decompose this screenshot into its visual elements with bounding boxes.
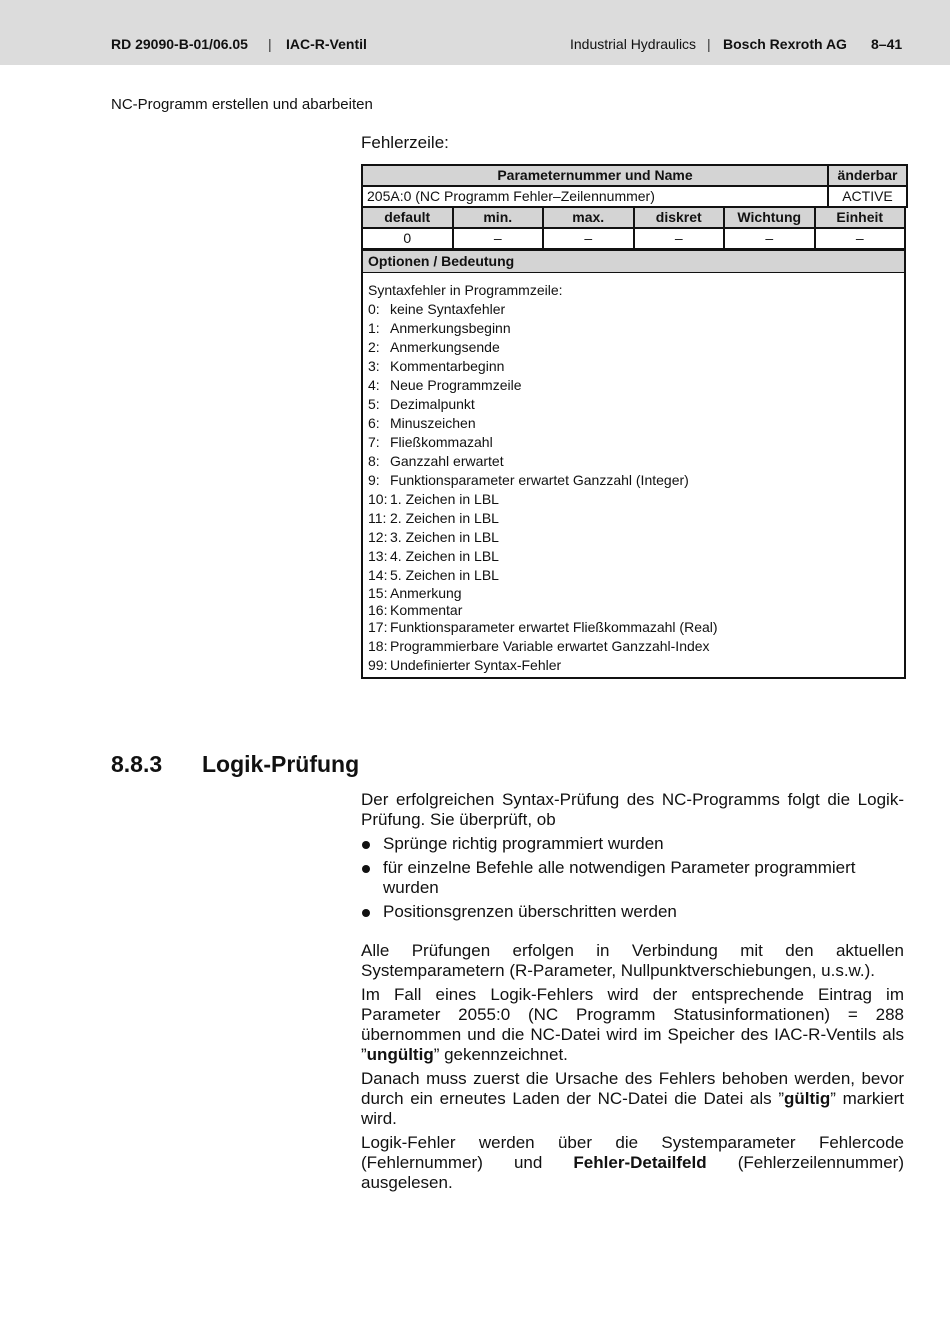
option-item [368,414,899,433]
option-text: Fließkommazahl [390,434,493,450]
option-item [368,602,899,619]
company-name: Bosch Rexroth AG [723,36,847,52]
option-item [368,433,899,452]
text-span: ” markiert wird. [361,1089,904,1128]
product-name: IAC-R-Ventil [286,36,367,52]
value-unit: – [815,228,906,249]
paragraph-readout [361,1133,904,1193]
col-header-discrete: diskret [634,207,725,228]
option-text: keine Syntaxfehler [390,301,506,317]
parameter-name-table [361,164,908,208]
option-item [368,490,899,509]
option-code: 11: [368,510,387,526]
option-item [368,357,899,376]
option-text: Minuszeichen [390,415,476,431]
param-name: 205A:0 (NC Programm Fehler–Zeilennummer) [362,186,828,207]
text-span: Im Fall eines Logik-Fehlers wird der entsprechende Eintrag im Parameter 2055:0 (NC Programm Statusinformationen) = 288 übernommen und die NC-Datei wird im Speicher des IAC-R-Ventils als ” [361,985,904,1064]
option-code: 10: [368,491,388,507]
col-header-weight: Wichtung [724,207,815,228]
param-changeable: ACTIVE [828,186,907,207]
option-text: 4. Zeichen in LBL [390,548,499,564]
option-text: 2. Zeichen in LBL [390,510,499,526]
option-text: Neue Programmzeile [390,377,522,393]
col-header-min: min. [453,207,544,228]
option-text: Anmerkungsende [390,339,500,355]
options-header: Optionen / Bedeutung [363,251,904,273]
text-span: Danach muss zuerst die Ursache des Fehlers behoben werden, bevor durch ein erneutes Laden der NC-Datei die Datei als ” [361,1069,904,1108]
doc-id: RD 29090-B-01/06.05 [111,36,248,52]
col-header-default: default [362,207,453,228]
option-code: 12: [368,529,388,545]
option-code: 13: [368,548,388,564]
option-code: 4: [368,377,380,393]
option-text: Programmierbare Variable erwartet Ganzzahl-Index [390,638,710,654]
option-text: 1. Zeichen in LBL [390,491,499,507]
option-code: 99: [368,657,388,673]
option-text: Dezimalpunkt [390,396,475,412]
col-header-param-name: Parameternummer und Name [362,165,828,186]
option-code: 0: [368,301,380,317]
division-name: Industrial Hydraulics [570,36,697,52]
page-header [0,0,950,65]
option-text: Anmerkungsbeginn [390,320,511,336]
list-item: Positionsgrenzen überschritten werden [361,902,904,922]
option-code: 3: [368,358,380,374]
paragraph-fix [361,1069,904,1129]
list-item: für einzelne Befehle alle notwendigen Parameter programmiert wurden [361,858,904,898]
option-text: Funktionsparameter erwartet Fließkommazahl (Real) [390,619,718,635]
option-item [368,528,899,547]
page-number: 8–41 [871,36,903,52]
header-separator: | [268,36,272,52]
option-item [368,376,899,395]
option-item [368,395,899,414]
option-item [368,566,899,585]
col-header-changeable: änderbar [828,165,907,186]
option-code: 6: [368,415,380,431]
bold-term: ungültig [366,1045,434,1064]
bold-term: gültig [784,1089,831,1108]
option-code: 16: [368,601,388,618]
option-item [368,452,899,471]
option-text: 3. Zeichen in LBL [390,529,499,545]
bold-term: Fehler-Detailfeld [573,1153,707,1172]
option-code: 1: [368,320,380,336]
body-content [361,790,904,1197]
value-default: 0 [362,228,453,249]
subsection-title: Logik-Prüfung [202,751,360,777]
option-code: 7: [368,434,380,450]
col-header-unit: Einheit [815,207,906,228]
options-box [361,249,906,679]
options-intro: Syntaxfehler in Programmzeile: [368,282,563,298]
option-code: 15: [368,585,388,601]
paragraph-checks: Alle Prüfungen erfolgen in Verbindung mit den aktuellen Systemparametern (R-Parameter, Nullpunktverschiebungen, u.s.w.). [361,941,904,980]
option-code: 9: [368,472,380,488]
option-item [368,547,899,566]
option-code: 8: [368,453,380,469]
value-min: – [453,228,544,249]
option-text: Ganzzahl erwartet [390,453,504,469]
option-item [368,300,899,319]
param-caption: Fehlerzeile: [361,133,449,152]
subsection-number: 8.8.3 [111,751,163,777]
value-weight: – [724,228,815,249]
option-text: Kommentarbeginn [390,358,505,374]
option-item [368,471,899,490]
option-item [368,338,899,357]
text-span: Logik-Fehler werden über die Systemparameter Fehlercode (Fehlernummer) und [361,1133,904,1172]
body-intro: Der erfolgreichen Syntax-Prüfung des NC-Programms folgt die Logik-Prüfung. Sie überprüft, ob [361,790,904,829]
options-list [363,273,904,675]
option-item [368,637,899,656]
option-text: Anmerkung [390,585,462,601]
option-item [368,319,899,338]
option-text: Funktionsparameter erwartet Ganzzahl (Integer) [390,472,689,488]
parameter-values-table [361,206,906,250]
option-item [368,656,899,675]
option-code: 18: [368,638,388,654]
option-item [368,509,899,528]
option-item [368,618,899,637]
list-item: Sprünge richtig programmiert wurden [361,834,904,854]
subsection-heading [111,750,359,778]
option-code: 5: [368,396,380,412]
option-code: 17: [368,619,388,635]
text-span: ” gekennzeichnet. [433,1045,568,1064]
option-text: Undefinierter Syntax-Fehler [390,657,562,673]
col-header-max: max. [543,207,634,228]
option-text: 5. Zeichen in LBL [390,567,499,583]
paragraph-logic-error [361,985,904,1065]
option-item [368,585,899,602]
value-max: – [543,228,634,249]
header-separator: | [707,36,711,52]
check-list [361,834,904,922]
option-text: Kommentar [390,601,463,618]
text-span: (Fehlerzeilennummer) ausgelesen. [361,1153,904,1192]
value-discrete: – [634,228,725,249]
section-title: NC-Programm erstellen und abarbeiten [111,96,373,113]
option-code: 2: [368,339,380,355]
option-code: 14: [368,567,388,583]
